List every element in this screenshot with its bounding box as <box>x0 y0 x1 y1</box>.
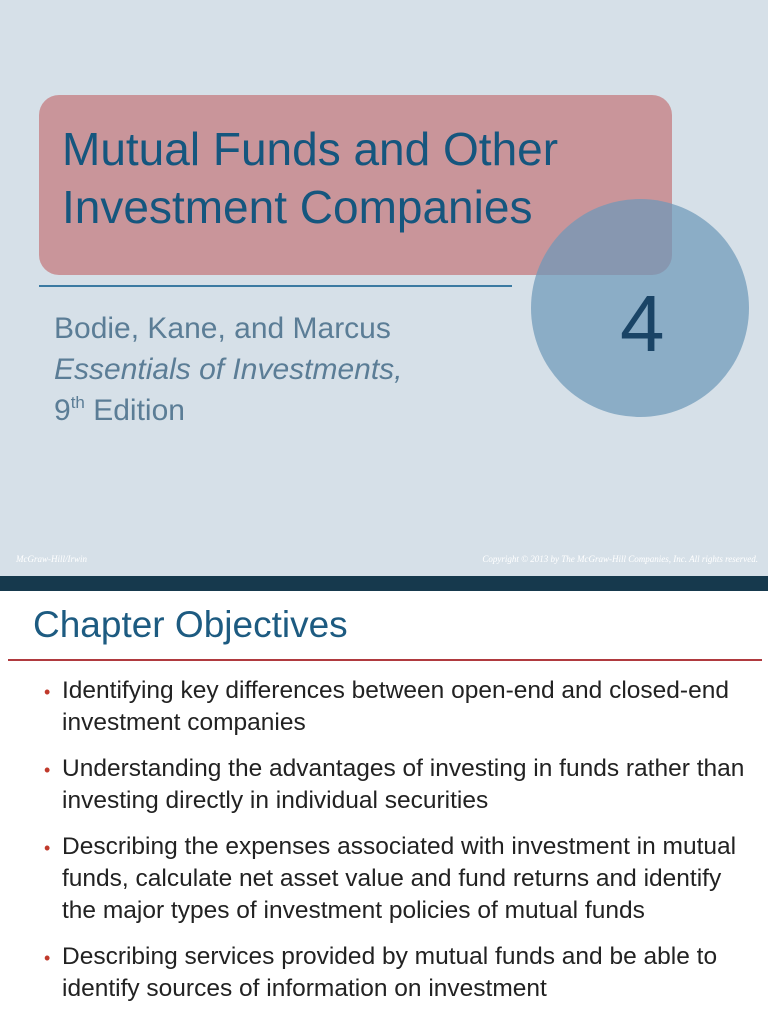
footer-publisher: McGraw-Hill/Irwin <box>16 554 87 564</box>
edition <box>54 390 403 431</box>
list-item <box>0 831 768 927</box>
objectives-heading: Chapter Objectives <box>33 604 348 645</box>
list-item <box>0 941 768 1005</box>
bullet-icon: • <box>44 760 51 780</box>
heading-rule <box>8 659 762 661</box>
edition-number: 9 <box>54 394 71 427</box>
objective-text: Describing the expenses associated with investment in mutual funds, calculate net asset value and fund returns and identify the major types of investment policies of mutual funds <box>62 833 737 924</box>
slide-divider <box>0 576 768 591</box>
objective-text: Understanding the advantages of investing in funds rather than investing directly in individual securities <box>62 755 745 814</box>
slide-title: Mutual Funds and Other Investment Companies <box>62 123 559 233</box>
edition-suffix: th <box>70 393 85 412</box>
list-item <box>0 753 768 817</box>
bullet-icon: • <box>44 948 51 968</box>
bullet-icon: • <box>44 838 51 858</box>
authors: Bodie, Kane, and Marcus <box>54 312 391 345</box>
bullet-icon: • <box>44 682 51 702</box>
objectives-list <box>0 675 768 1019</box>
objectives-slide <box>0 591 768 1024</box>
chapter-number: 4 <box>620 279 665 368</box>
footer-copyright: Copyright © 2013 by The McGraw-Hill Companies, Inc. All rights reserved. <box>482 554 758 564</box>
objective-text: Describing services provided by mutual funds and be able to identify sources of information on investment <box>62 943 718 1002</box>
title-rule <box>39 285 512 287</box>
objective-text: Identifying key differences between open-end and closed-end investment companies <box>62 677 729 736</box>
list-item <box>0 675 768 739</box>
book-info <box>54 308 403 431</box>
edition-word: Edition <box>84 394 185 427</box>
book-title: Essentials of Investments, <box>54 353 403 386</box>
